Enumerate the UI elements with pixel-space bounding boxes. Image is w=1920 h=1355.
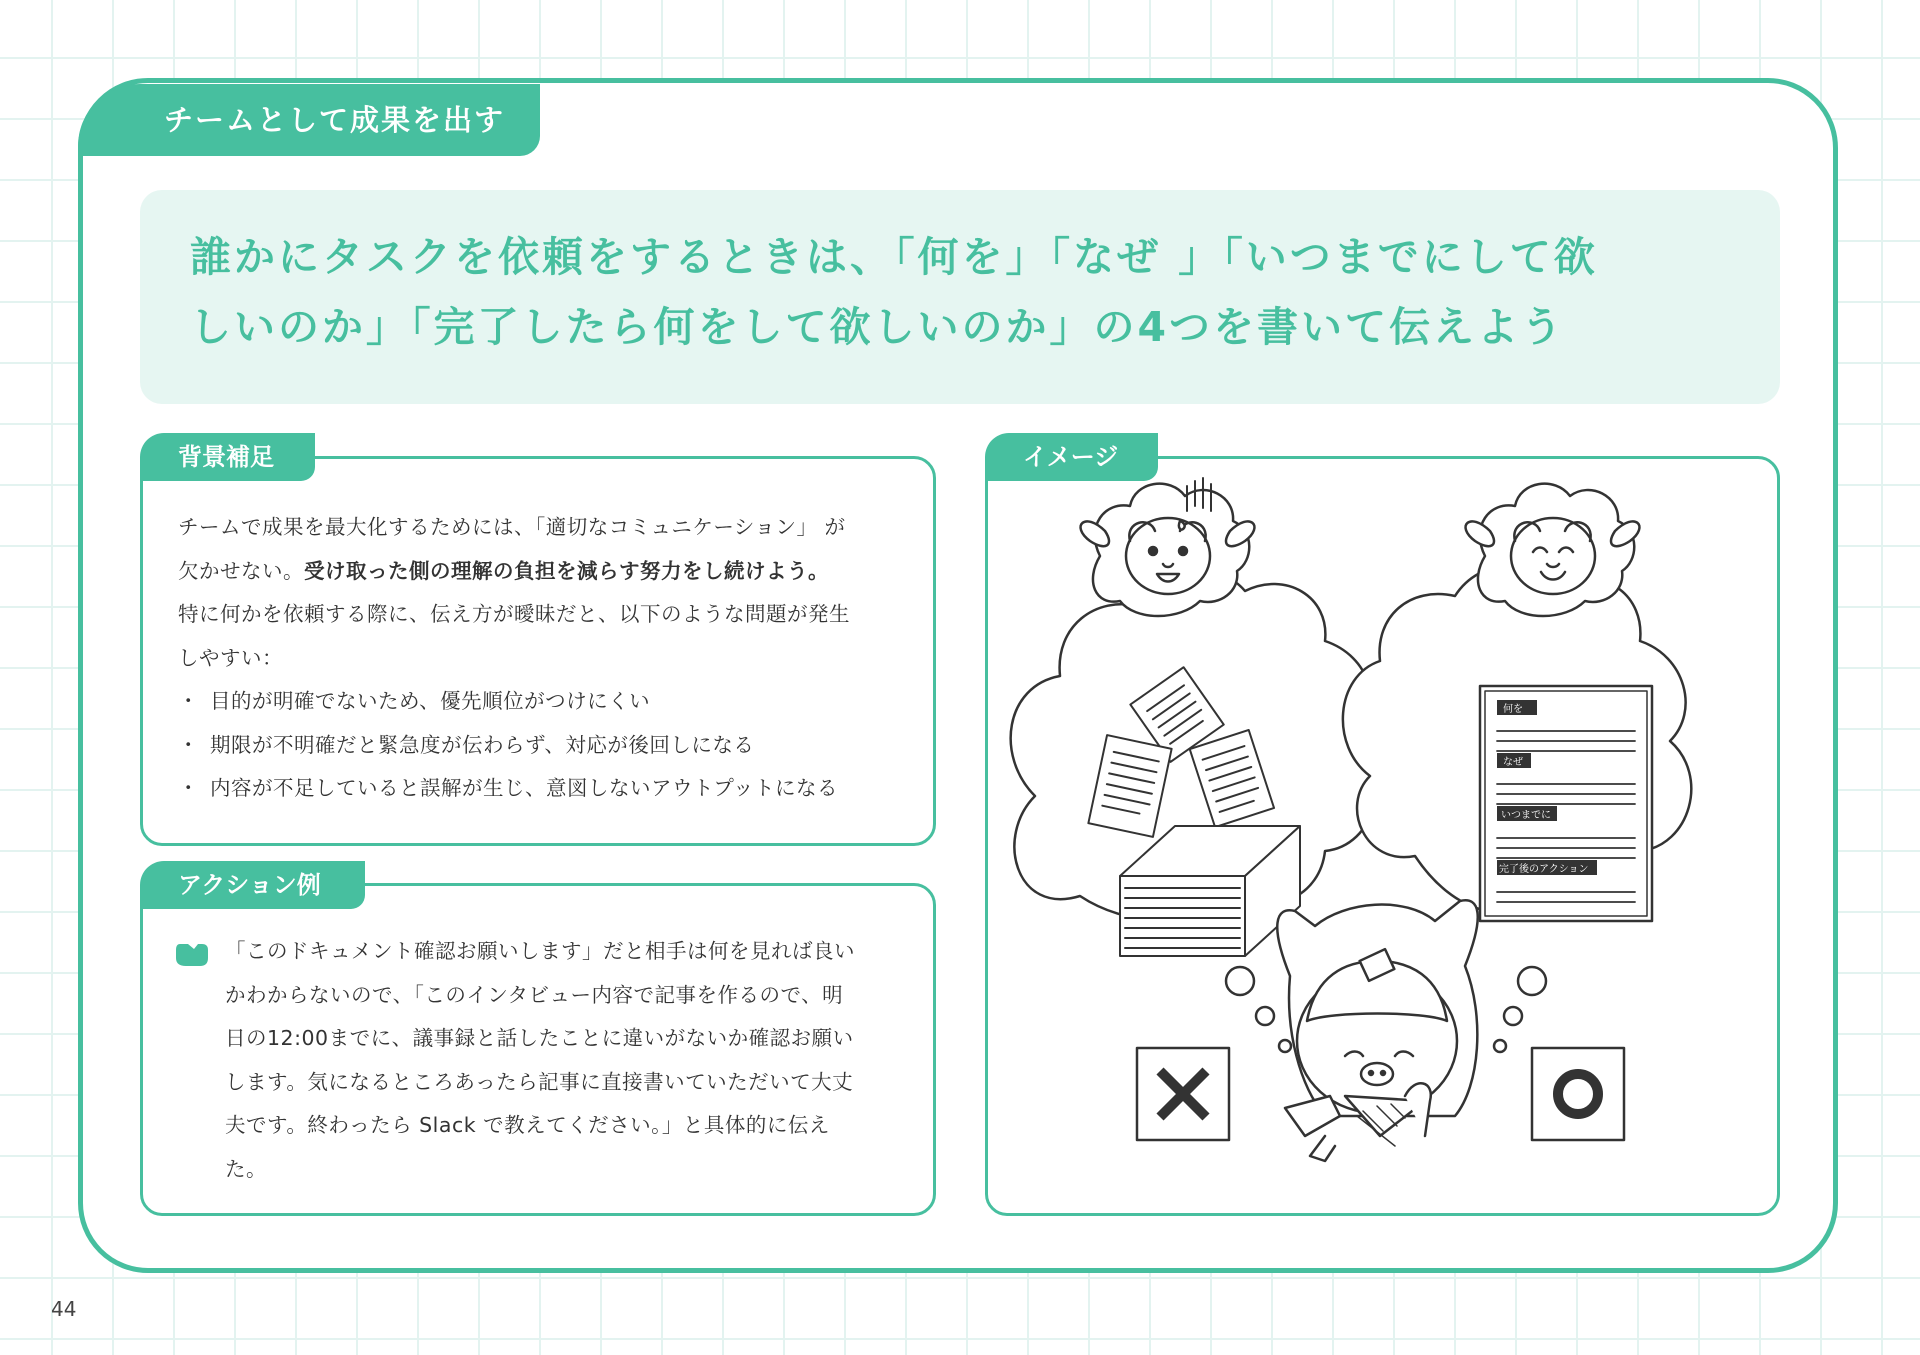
background-p1-line2: 欠かせない。 bbox=[178, 558, 304, 583]
background-p2-line2: しやすい： bbox=[178, 645, 283, 670]
doc-label-when: いつまでに bbox=[1501, 810, 1551, 821]
image-title: イメージ bbox=[985, 433, 1158, 481]
background-paragraph-1 bbox=[178, 506, 908, 593]
problem-list bbox=[178, 680, 908, 811]
page-number: 44 bbox=[51, 1297, 77, 1321]
list-item: ・ 期限が不明確だと緊急度が伝わらず、対応が後回しになる bbox=[178, 724, 908, 768]
action-line: た。 bbox=[225, 1156, 267, 1181]
action-line: 日の12:00までに、議事録と話したことに違いがないか確認お願い bbox=[225, 1026, 854, 1050]
organized-document bbox=[1480, 686, 1652, 921]
background-title: 背景補足 bbox=[140, 433, 315, 481]
headline-line-1: 誰かにタスクを依頼をするときは、「何を」「なぜ 」「いつまでにして欲 bbox=[190, 233, 1598, 281]
confused-sheep bbox=[1081, 478, 1255, 616]
headline-line-2: しいのか」「完了したら何をして欲しいのか」の4つを書いて伝えよう bbox=[190, 303, 1566, 351]
doc-label-after: 完了後のアクション bbox=[1499, 864, 1589, 875]
background-p1-line1: チームで成果を最大化するためには、「適切なコミュニケーション」 が bbox=[178, 515, 846, 539]
wrong-mark-icon bbox=[1137, 1048, 1229, 1140]
action-line: 「このドキュメント確認お願いします」だと相手は何を見れば良い bbox=[225, 939, 855, 963]
section-title: チームとして成果を出す bbox=[78, 84, 540, 156]
action-line: かわからないので、「このインタビュー内容で記事を作るので、明 bbox=[225, 982, 844, 1007]
background-p2-line1: 特に何かを依頼する際に、伝え方が曖昧だと、以下のような問題が発生 bbox=[178, 602, 850, 626]
doc-label-what: 何を bbox=[1503, 704, 1523, 715]
speech-bubble-icon bbox=[174, 942, 210, 968]
background-body bbox=[178, 506, 908, 811]
action-line: 夫です。終わったら Slack で教えてください。」と具体的に伝え bbox=[225, 1113, 830, 1137]
list-item: ・ 内容が不足していると誤解が生じ、意図しないアウトプットになる bbox=[178, 767, 908, 811]
correct-mark-icon bbox=[1532, 1048, 1624, 1140]
background-emphasis: 受け取った側の理解の負担を減らす努力をし続けよう。 bbox=[304, 558, 829, 583]
headline-box bbox=[140, 190, 1780, 404]
action-title: アクション例 bbox=[140, 861, 365, 909]
action-example-text bbox=[225, 930, 905, 1191]
doc-label-why: なぜ bbox=[1503, 757, 1523, 768]
background-paragraph-2 bbox=[178, 593, 908, 680]
action-line: します。気になるところあったら記事に直接書いていただいて大丈 bbox=[225, 1069, 854, 1094]
list-item: ・ 目的が明確でないため、優先順位がつけにくい bbox=[178, 680, 908, 724]
ninja-character bbox=[1277, 900, 1477, 1161]
illustration bbox=[985, 456, 1780, 1216]
